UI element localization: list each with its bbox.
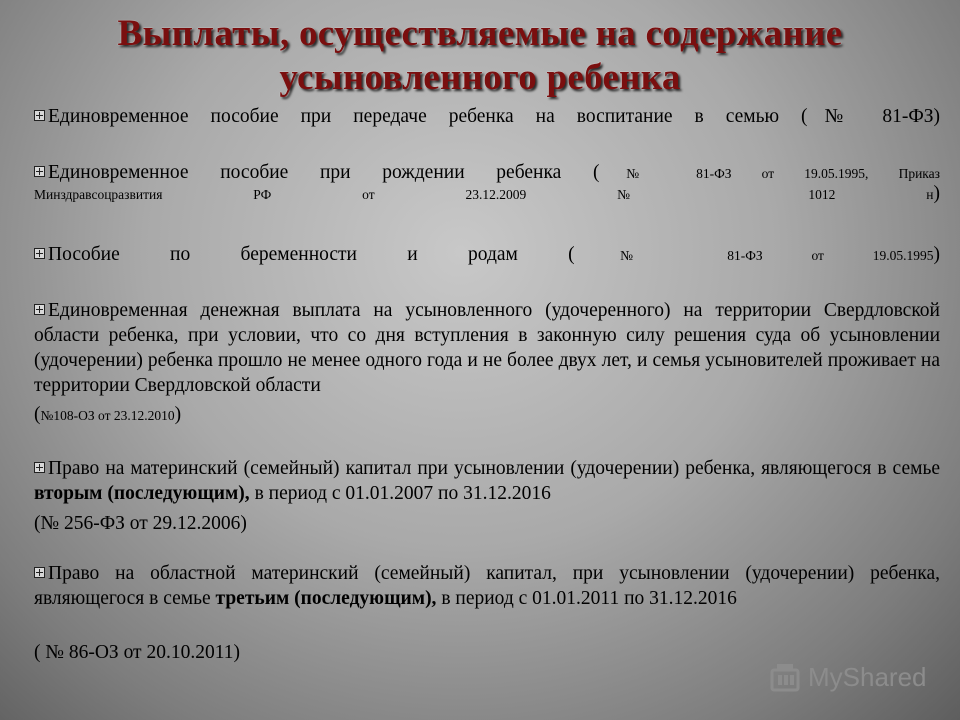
list-item — [34, 106, 940, 128]
bullet-icon — [34, 304, 45, 315]
item-text: Право на областной материнский (семейный) капитал, при усыновлении (удочерении) ребенка, являющегося в семье — [34, 563, 940, 609]
title-line-2: усыновленного ребенка — [279, 57, 681, 98]
item-reference: ( № 86-ОЗ от 20.10.2011) — [34, 642, 240, 663]
item-emphasis: вторым (последующим), — [34, 483, 250, 504]
myshared-logo-icon — [768, 660, 802, 694]
item-ref-close: ) — [933, 244, 940, 265]
list-item — [34, 456, 940, 506]
myshared-logo — [768, 660, 933, 694]
item-text-tail: в период с 01.01.2007 по 31.12.2016 — [254, 483, 551, 504]
bullet-icon — [34, 567, 45, 578]
item-ref: № 81-ФЗ от 19.05.1995, Приказ — [599, 166, 940, 181]
list-item — [34, 162, 940, 204]
slide-title — [0, 12, 960, 100]
list-item — [34, 561, 940, 611]
item-text: Единовременная денежная выплата на усыновленного (удочеренного) на территории Свердловской области ребенка, при условии, что со дня вступления в законную силу решения суда об усыновлении (удочерении) ребенка прошло не менее одного года и не более двух лет, и семья усыновителей проживает на территории Свердловской области — [34, 300, 940, 396]
item-emphasis: третьим (последующим), — [215, 588, 437, 609]
item-text: Единовременное пособие при рождении ребенка ( — [48, 162, 600, 183]
bullet-icon — [34, 166, 45, 177]
bullet-icon — [34, 248, 45, 259]
item-text-tail: в период с 01.01.2011 по 31.12.2016 — [441, 588, 737, 609]
list-item — [34, 298, 940, 398]
bullet-icon — [34, 462, 45, 473]
list-item — [34, 244, 940, 267]
logo-text: MyShared — [808, 661, 927, 692]
title-line-1: Выплаты, осуществляемые на содержание — [117, 13, 843, 54]
item-text: Право на материнский (семейный) капитал при усыновлении (удочерении) ребенка, являющегося в семье — [48, 458, 940, 479]
item-ref-close: ) — [933, 183, 940, 204]
item-text: Единовременное пособие при передаче ребенка на воспитание в семью (№ 81-ФЗ) — [48, 106, 940, 127]
item-ref: № 81-ФЗ от 19.05.1995 — [574, 248, 934, 263]
item-ref: Минздравсоцразвития РФ от 23.12.2009 № 1012 н — [34, 187, 934, 202]
item-reference: (№ 256-ФЗ от 29.12.2006) — [34, 513, 247, 534]
bullet-icon — [34, 110, 45, 121]
item-reference: (№108-ОЗ от 23.12.2010) — [34, 404, 182, 425]
item-text: Пособие по беременности и родам ( — [48, 244, 575, 265]
